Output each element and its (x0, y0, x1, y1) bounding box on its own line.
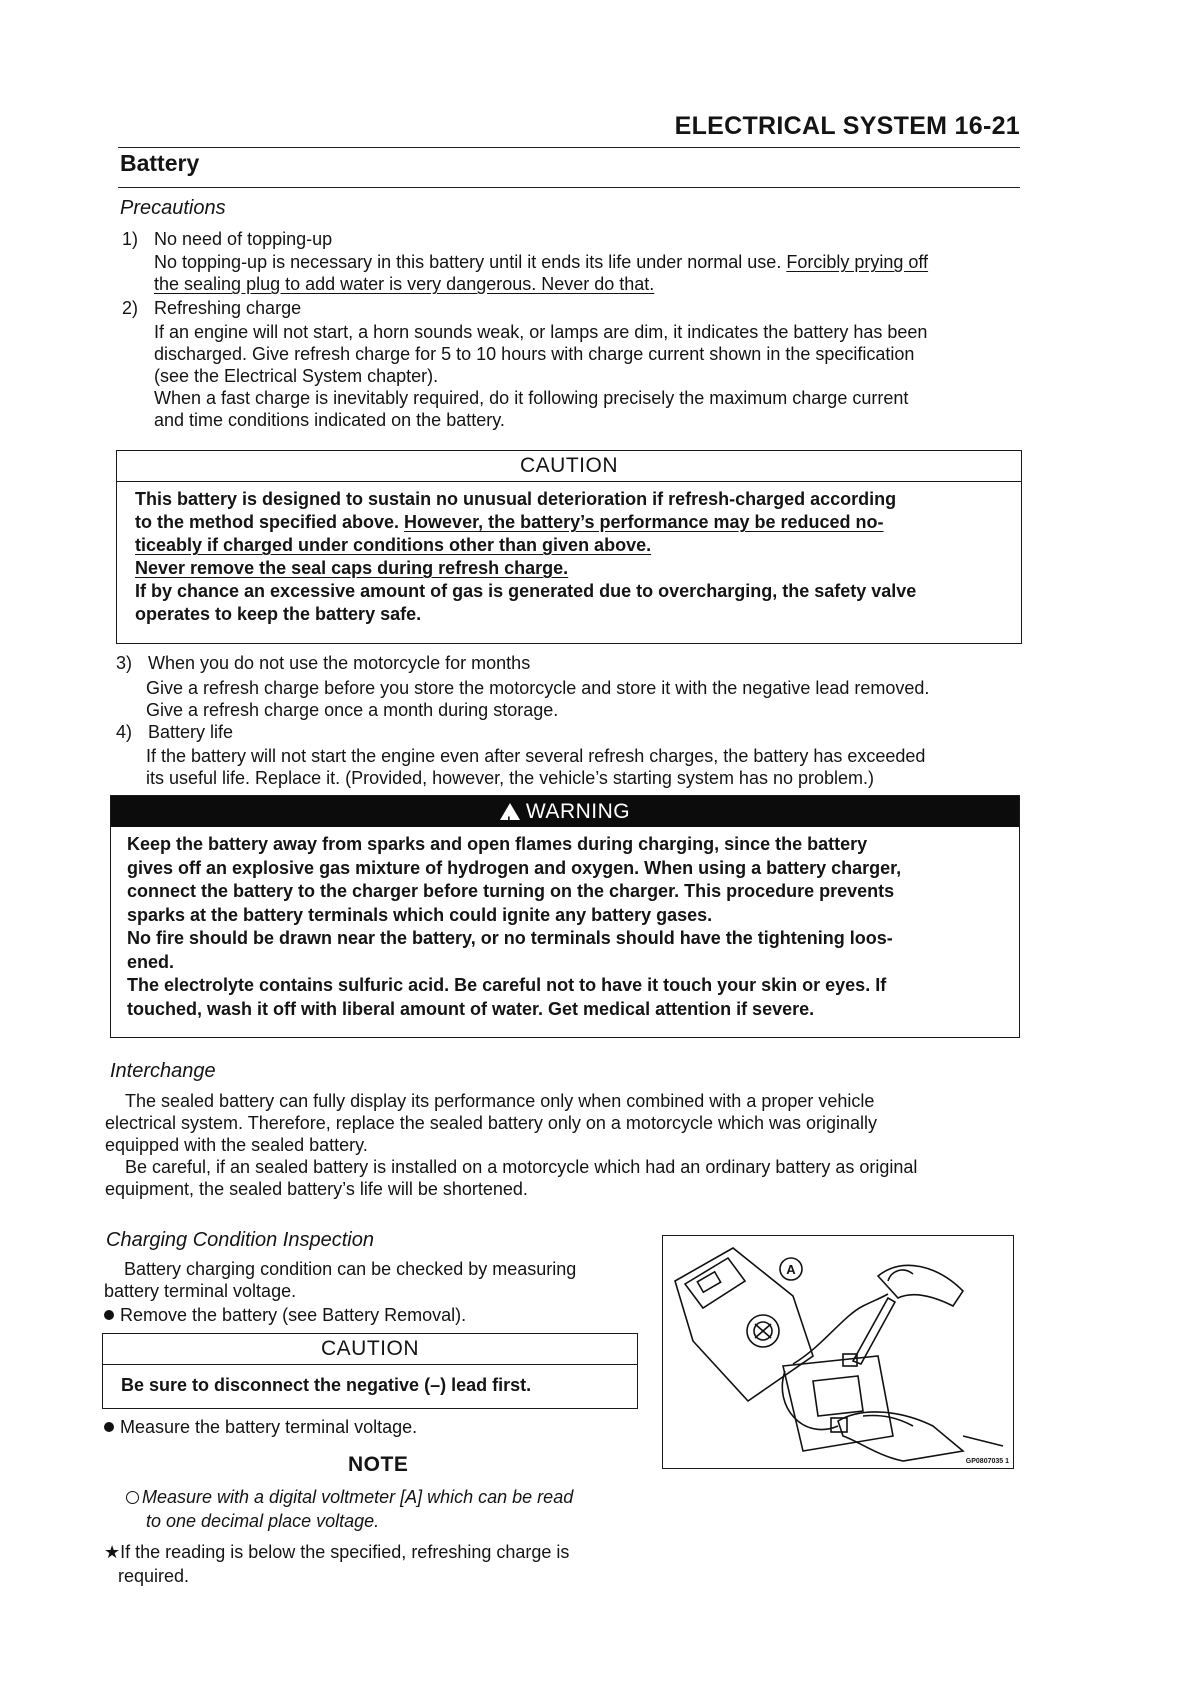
caution-line-5: If by chance an excessive amount of gas is generated due to overcharging, the safety valve (135, 581, 917, 601)
item-2-number: 2) (122, 298, 139, 318)
caution-line-6: operates to keep the battery safe. (135, 604, 422, 624)
interchange-line-2: electrical system. Therefore, replace the sealed battery only on a motorcycle which was originally (105, 1113, 878, 1133)
item-2-line-2: discharged. Give refresh charge for 5 to 10 hours with charge current shown in the specification (154, 344, 915, 364)
interchange-heading: Interchange (110, 1060, 216, 1082)
item-3-number: 3) (116, 653, 133, 673)
precautions-heading: Precautions (120, 197, 226, 219)
warning-line-3: connect the battery to the charger before turning on the charger. This procedure prevents (127, 881, 895, 901)
meter-display (685, 1258, 745, 1308)
caution-box-disconnect (102, 1333, 638, 1409)
caution-heading: CAUTION (117, 451, 1021, 482)
page-header-title: ELECTRICAL SYSTEM 16-21 (674, 112, 1020, 140)
warning-line-1: Keep the battery away from sparks and open flames during charging, since the battery (127, 834, 868, 854)
item-4-number: 4) (116, 722, 133, 742)
lead-red (793, 1294, 888, 1364)
interchange-body (105, 1090, 917, 1200)
figure-code: GP0807035 1 (965, 1458, 1009, 1465)
item-3-body (146, 677, 929, 721)
header-rule-bottom (118, 187, 1020, 188)
bullet-dot-icon (104, 1310, 114, 1320)
warning-line-8: touched, wash it off with liberal amount of water. Get medical attention if severe. (127, 998, 815, 1019)
item-1-line-1b: Forcibly prying off (786, 252, 929, 272)
note-body (126, 1485, 573, 1533)
item-2-line-4: When a fast charge is inevitably required, do it following precisely the maximum charge current (154, 388, 909, 408)
note-heading: NOTE (348, 1453, 409, 1476)
item-2-title: Refreshing charge (154, 298, 302, 318)
item-4-body (146, 745, 925, 789)
note-line-1: Measure with a digital voltmeter [A] which can be read (142, 1487, 574, 1507)
warning-body (111, 827, 1019, 1029)
caution-line-2b: However, the battery’s performance may be reduced no- (404, 512, 884, 532)
item-3-line-2: Give a refresh charge once a month during storage. (146, 700, 559, 720)
item-3-line-1: Give a refresh charge before you store the motorcycle and store it with the negative lead removed. (146, 678, 930, 698)
section-title: Battery (120, 150, 200, 176)
warning-line-6: ened. (127, 951, 175, 972)
item-2-body (154, 321, 927, 431)
item-1-body (154, 251, 928, 295)
star-line-2: required. (118, 1566, 190, 1586)
voltmeter-illustration (663, 1236, 1013, 1468)
item-3-title: When you do not use the motorcycle for months (148, 653, 531, 673)
callout-label: A (786, 1262, 796, 1277)
bullet-dot-icon (104, 1422, 114, 1432)
item-2-line-5: and time conditions indicated on the battery. (154, 410, 505, 430)
charging-star-note (104, 1540, 569, 1588)
charging-line-2: battery terminal voltage. (104, 1281, 297, 1301)
caution2-heading: CAUTION (103, 1334, 637, 1365)
interchange-line-5: equipment, the sealed battery’s life will be shortened. (105, 1179, 528, 1199)
warning-line-5: No fire should be drawn near the battery, or no terminals should have the tightening loos- (127, 928, 893, 948)
caution-line-2a: to the method specified above. (135, 512, 405, 532)
item-4-line-2: its useful life. Replace it. (Provided, however, the vehicle’s starting system has no problem.) (146, 768, 875, 788)
warning-header (111, 796, 1019, 827)
interchange-line-3: equipped with the sealed battery. (105, 1135, 368, 1155)
item-2-line-3: (see the Electrical System chapter). (154, 366, 439, 386)
warning-heading: WARNING (525, 800, 631, 823)
interchange-line-1: The sealed battery can fully display its performance only when combined with a proper vehicle (125, 1091, 875, 1111)
charging-body (104, 1258, 576, 1326)
caution2-body: Be sure to disconnect the negative (–) lead first. (121, 1375, 532, 1395)
note-line-2: to one decimal place voltage. (146, 1511, 380, 1531)
charging-bullet-2 (104, 1416, 417, 1438)
caution-line-4: Never remove the seal caps during refresh charge. (135, 558, 569, 578)
star-line-1: If the reading is below the specified, refreshing charge is (120, 1542, 570, 1562)
charging-heading: Charging Condition Inspection (106, 1229, 374, 1251)
caution-body (117, 482, 1021, 634)
warning-line-2: gives off an explosive gas mixture of hydrogen and oxygen. When using a battery charger, (127, 857, 902, 878)
warning-line-7: The electrolyte contains sulfuric acid. Be careful not to have it touch your skin or eyes. If (127, 975, 887, 995)
circle-bullet-icon (126, 1491, 139, 1504)
item-1-line-2: the sealing plug to add water is very dangerous. Never do that. (154, 274, 655, 294)
charging-bullet-1-text: Remove the battery (see Battery Removal). (120, 1305, 467, 1325)
interchange-line-4: Be careful, if an sealed battery is installed on a motorcycle which had an ordinary battery as original (125, 1157, 918, 1177)
charging-bullet-2-text: Measure the battery terminal voltage. (120, 1417, 418, 1437)
battery-body (783, 1356, 893, 1451)
voltmeter-figure (662, 1235, 1014, 1469)
item-1-line-1: No topping-up is necessary in this battery until it ends its life under normal use. (154, 252, 787, 272)
header-rule-top (118, 147, 1020, 148)
item-4-title: Battery life (148, 722, 234, 742)
caution-box-refresh (116, 450, 1022, 644)
item-1-title: No need of topping-up (154, 229, 333, 249)
caution-line-3: ticeably if charged under conditions other than given above. (135, 535, 652, 555)
item-2-line-1: If an engine will not start, a horn sounds weak, or lamps are dim, it indicates the battery has been (154, 322, 928, 342)
charging-line-1: Battery charging condition can be checked by measuring (124, 1259, 577, 1279)
warning-triangle-icon (500, 803, 520, 820)
item-4-line-1: If the battery will not start the engine even after several refresh charges, the battery has exceeded (146, 746, 926, 766)
star-icon: ★ (104, 1542, 121, 1562)
item-1-number: 1) (122, 229, 139, 249)
warning-line-4: sparks at the battery terminals which could ignite any battery gases. (127, 904, 713, 925)
warning-box (110, 795, 1020, 1038)
charging-bullet-1 (104, 1304, 576, 1326)
hand-bottom (838, 1412, 963, 1461)
caution-line-1: This battery is designed to sustain no unusual deterioration if refresh-charged according (135, 489, 897, 509)
